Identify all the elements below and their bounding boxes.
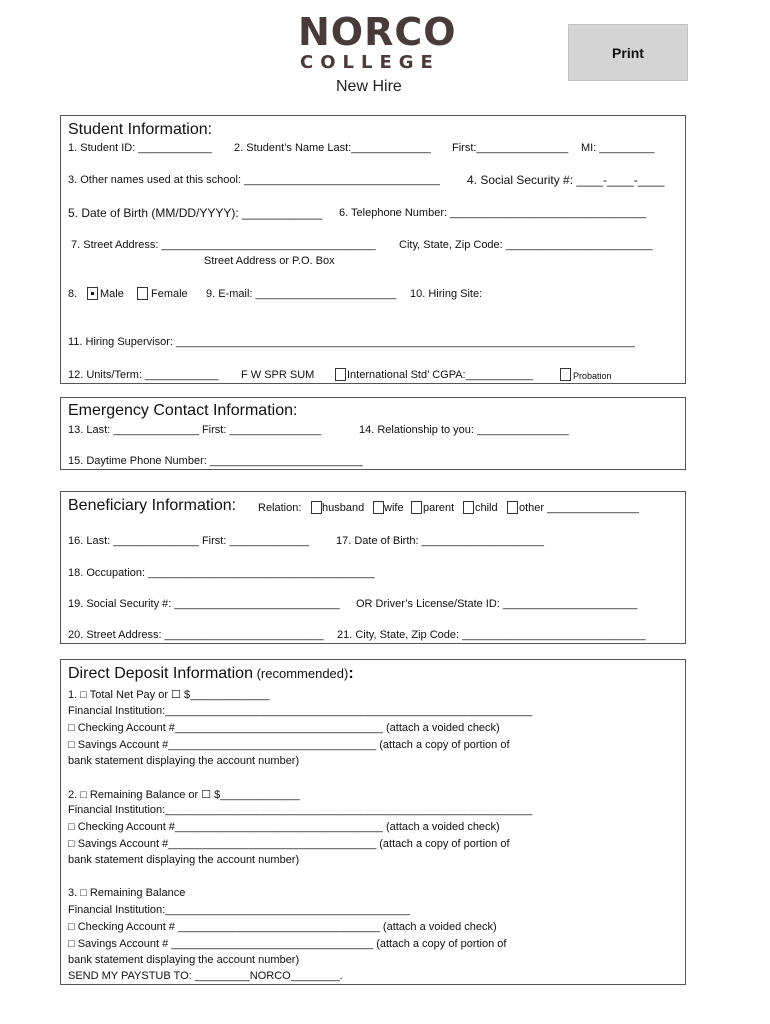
student-section xyxy=(60,115,686,384)
paystub-destination-field[interactable]: SEND MY PAYSTUB TO: _________NORCO________. xyxy=(68,970,343,982)
beneficiary-dob-field[interactable]: 17. Date of Birth: ____________________ xyxy=(336,535,544,547)
deposit-heading-colon: : xyxy=(348,665,354,682)
deposit-1-checking[interactable]: □ Checking Account #__________________________________ (attach a voided check) xyxy=(68,722,500,734)
email-field[interactable]: 9. E-mail: _______________________ xyxy=(206,288,397,300)
husband-label: husband xyxy=(322,502,365,514)
other-relation-field[interactable]: other _______________ xyxy=(519,502,639,514)
male-checkbox[interactable] xyxy=(87,287,98,300)
international-checkbox[interactable] xyxy=(335,368,346,381)
child-checkbox[interactable] xyxy=(463,501,474,514)
logo-college: COLLEGE xyxy=(300,52,440,73)
ssn-field[interactable]: 4. Social Security #: ____-____-____ xyxy=(467,173,665,187)
deposit-3-checking[interactable]: □ Checking Account # _________________________________ (attach a voided check) xyxy=(68,921,497,933)
emergency-section xyxy=(60,397,686,470)
logo-norco: NORCO xyxy=(298,10,457,54)
beneficiary-ssn-field[interactable]: 19. Social Security #: ___________________________ xyxy=(68,598,340,610)
other-checkbox[interactable] xyxy=(507,501,518,514)
print-button[interactable]: Print xyxy=(568,24,688,81)
deposit-2-line1[interactable]: 2. □ Remaining Balance or ☐ $_____________ xyxy=(68,789,300,801)
relation-label: Relation: xyxy=(258,502,302,514)
female-label: Female xyxy=(151,288,188,300)
hiring-supervisor-field[interactable]: 11. Hiring Supervisor: ___________________________________________________________________________ xyxy=(68,336,635,348)
deposit-1-savings[interactable]: □ Savings Account #__________________________________ (attach a copy of portion of xyxy=(68,739,510,751)
wife-checkbox[interactable] xyxy=(373,501,384,514)
deposit-3-institution[interactable]: Financial Institution:________________________________________ xyxy=(68,904,410,916)
deposit-1-note: bank statement displaying the account number) xyxy=(68,755,300,767)
dob-field[interactable]: 5. Date of Birth (MM/DD/YYYY): ____________ xyxy=(68,206,323,220)
daytime-phone-field[interactable]: 15. Daytime Phone Number: _________________________ xyxy=(68,455,363,467)
deposit-heading xyxy=(68,665,354,683)
deposit-3-savings[interactable]: □ Savings Account # _________________________________ (attach a copy of portion of xyxy=(68,938,507,950)
deposit-2-checking[interactable]: □ Checking Account #__________________________________ (attach a voided check) xyxy=(68,821,500,833)
international-cgpa-field[interactable]: International Std’ CGPA:___________ xyxy=(347,369,533,381)
probation-checkbox[interactable] xyxy=(560,368,571,381)
student-last-name-field[interactable]: 2. Student’s Name Last:_____________ xyxy=(234,142,431,154)
term-options: F W SPR SUM xyxy=(241,369,315,381)
beneficiary-name-field[interactable]: 16. Last: ______________ First: _____________ xyxy=(68,535,309,547)
wife-label: wife xyxy=(384,502,404,514)
deposit-2-savings[interactable]: □ Savings Account #__________________________________ (attach a copy of portion of xyxy=(68,838,510,850)
beneficiary-heading: Beneficiary Information: xyxy=(68,497,237,514)
deposit-2-institution[interactable]: Financial Institution:____________________________________________________________ xyxy=(68,804,533,816)
male-label: Male xyxy=(100,288,124,300)
husband-checkbox[interactable] xyxy=(311,501,322,514)
deposit-3-note: bank statement displaying the account number) xyxy=(68,954,300,966)
deposit-1-line1[interactable]: 1. □ Total Net Pay or ☐ $_____________ xyxy=(68,689,270,701)
female-checkbox[interactable] xyxy=(137,287,148,300)
student-id-field[interactable]: 1. Student ID: ____________ xyxy=(68,142,212,154)
student-heading: Student Information: xyxy=(68,121,213,138)
hiring-site-field[interactable]: 10. Hiring Site: xyxy=(410,288,483,300)
occupation-field[interactable]: 18. Occupation: _____________________________________ xyxy=(68,567,375,579)
child-label: child xyxy=(475,502,498,514)
telephone-field[interactable]: 6. Telephone Number: ________________________________ xyxy=(339,207,646,219)
units-term-field[interactable]: 12. Units/Term: ____________ xyxy=(68,369,219,381)
emergency-name-field[interactable]: 13. Last: ______________ First: _______________ xyxy=(68,424,322,436)
page-title: New Hire xyxy=(336,78,402,95)
student-mi-field[interactable]: MI: _________ xyxy=(581,142,655,154)
gender-label: 8. xyxy=(68,288,78,300)
parent-label: parent xyxy=(423,502,455,514)
street-address-field[interactable]: 7. Street Address: ___________________________________ xyxy=(71,239,376,251)
deposit-heading-title: Direct Deposit Information xyxy=(68,665,253,682)
emergency-heading: Emergency Contact Information: xyxy=(68,402,298,419)
drivers-license-field[interactable]: OR Driver’s License/State ID: ______________________ xyxy=(356,598,638,610)
deposit-1-institution[interactable]: Financial Institution:____________________________________________________________ xyxy=(68,705,533,717)
parent-checkbox[interactable] xyxy=(411,501,422,514)
probation-label: Probation xyxy=(573,371,612,381)
city-state-zip-field[interactable]: City, State, Zip Code: ________________________ xyxy=(399,239,653,251)
deposit-section xyxy=(60,659,686,985)
beneficiary-city-field[interactable]: 21. City, State, Zip Code: ______________________________ xyxy=(337,629,646,641)
student-first-name-field[interactable]: First:_______________ xyxy=(452,142,569,154)
other-names-field[interactable]: 3. Other names used at this school: ________________________________ xyxy=(68,174,440,186)
relationship-field[interactable]: 14. Relationship to you: _______________ xyxy=(359,424,569,436)
deposit-2-note: bank statement displaying the account number) xyxy=(68,854,300,866)
beneficiary-street-field[interactable]: 20. Street Address: __________________________ xyxy=(68,629,324,641)
beneficiary-section xyxy=(60,491,686,644)
deposit-3-line1[interactable]: 3. □ Remaining Balance xyxy=(68,887,186,899)
deposit-heading-note: (recommended) xyxy=(252,666,349,681)
street-address-hint: Street Address or P.O. Box xyxy=(204,255,335,267)
